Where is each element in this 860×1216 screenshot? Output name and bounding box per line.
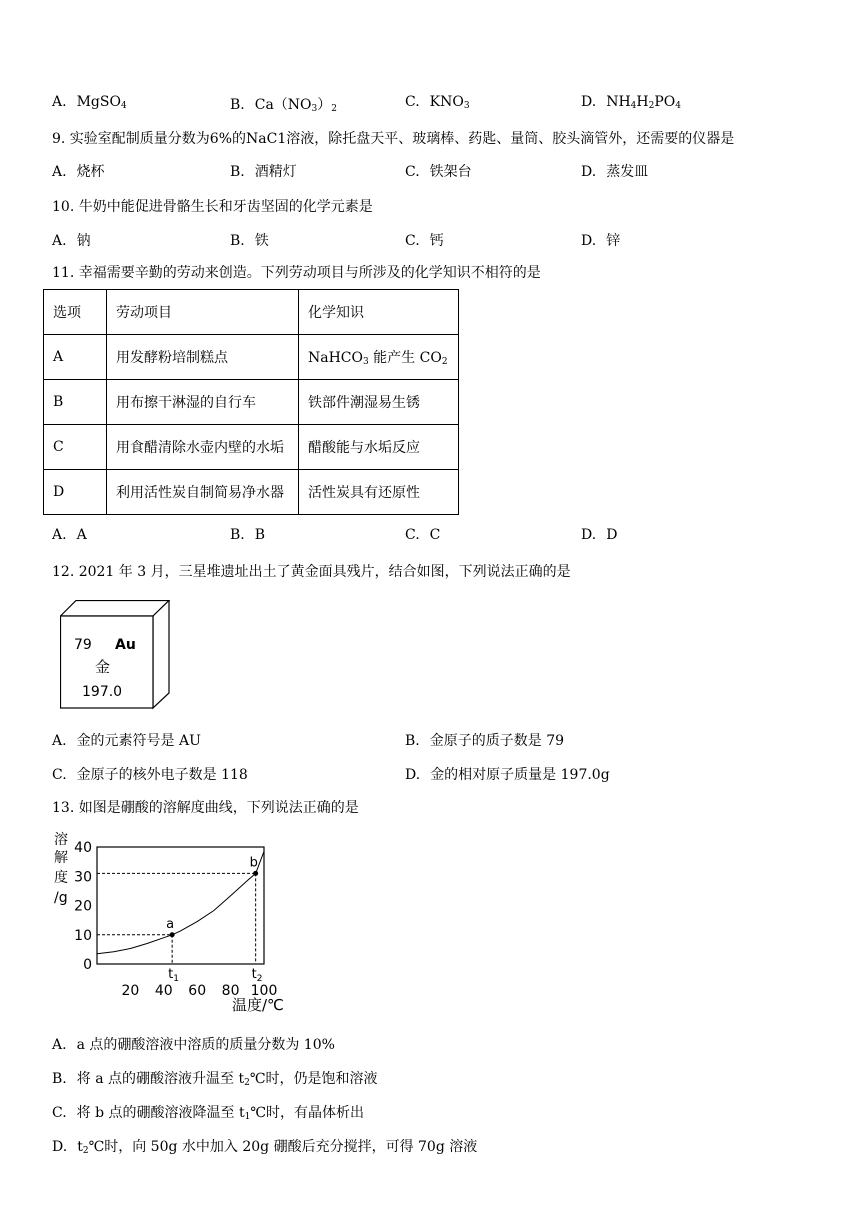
y-axis-label: 解 — [54, 850, 68, 866]
row-option: A — [44, 335, 107, 380]
q8-option-b — [230, 94, 337, 114]
element-card — [60, 600, 180, 710]
q10-stem: 10. 牛奶中能促进骨骼生长和牙齿坚固的化学元素是 — [52, 199, 373, 215]
x-tick-label: 100 — [250, 983, 278, 999]
option-text: A — [76, 527, 87, 543]
q8-option-d — [581, 94, 681, 111]
x-tick-label: 20 — [121, 983, 140, 999]
table-header-row — [44, 290, 459, 335]
q12-stem: 12. 2021 年 3 月，三星堆遗址出土了黄金面具残片，结合如图，下列说法正确的是 — [52, 564, 571, 580]
point-marker — [253, 871, 258, 876]
q8-option-c — [405, 94, 470, 111]
q10-option-c — [405, 230, 444, 250]
header-task: 劳动项目 — [107, 290, 299, 335]
option-text: 铁架台 — [429, 164, 472, 180]
option-letter: B. — [405, 733, 420, 749]
row-option: B — [44, 380, 107, 425]
option-letter: C. — [405, 94, 420, 110]
option-text: 金的相对原子质量是 197.0g — [430, 767, 610, 783]
option-text: C — [429, 527, 441, 543]
y-axis-label: 度 — [54, 870, 68, 886]
q11-option-a — [52, 527, 87, 543]
q12-option-c — [52, 764, 248, 784]
option-letter: D. — [581, 164, 597, 180]
option-text: 蒸发皿 — [606, 164, 649, 180]
row-option: D — [44, 470, 107, 515]
option-text: $NH_4H_2PO_4$ — [606, 94, 681, 111]
q11-table — [43, 289, 459, 515]
option-text: MgSO$_4$ — [76, 94, 127, 111]
q11-stem: 11. 幸福需要辛勤的劳动来创造。下列劳动项目与所涉及的化学知识不相符的是 — [52, 265, 541, 281]
option-letter: D. — [581, 233, 597, 249]
row-knowledge: 活性炭具有还原性 — [299, 470, 459, 515]
row-task: 用布擦干淋湿的自行车 — [107, 380, 299, 425]
y-tick-label: 30 — [74, 869, 92, 886]
option-letter: A. — [52, 733, 67, 749]
q11-option-b — [230, 527, 265, 543]
y-axis-label: /g — [54, 890, 68, 906]
row-option: C — [44, 425, 107, 470]
q9-stem: 9. 实验室配制质量分数为6%的NaC1溶液，除托盘天平、玻璃棒、药匙、量筒、胶头滴管外，还需要的仪器是 — [52, 131, 735, 147]
option-letter: B. — [230, 527, 245, 543]
option-text: $KNO_3$ — [429, 94, 470, 111]
option-text: 将 b 点的硼酸溶液降温至 $t_1℃$时，有晶体析出 — [76, 1105, 365, 1122]
option-letter: A. — [52, 1037, 67, 1053]
q12-option-b — [405, 730, 564, 750]
point-label: a — [166, 916, 175, 932]
row-task: 用食醋清除水壶内壁的水垢 — [107, 425, 299, 470]
option-text: 钙 — [429, 233, 444, 249]
option-text: a 点的硼酸溶液中溶质的质量分数为 10% — [76, 1037, 335, 1053]
option-text: 金原子的核外电子数是 118 — [76, 767, 248, 783]
y-axis-label: 溶 — [54, 832, 68, 848]
table-row — [44, 380, 459, 425]
option-letter: B. — [230, 97, 245, 113]
point-x-label: $t_1$ — [168, 967, 179, 984]
y-tick-label: 40 — [74, 840, 92, 856]
q13-option-d — [52, 1136, 477, 1156]
option-letter: C. — [405, 233, 420, 249]
q10-option-a — [52, 230, 91, 250]
y-tick-label: 20 — [74, 898, 92, 915]
element-number: 79 — [74, 637, 92, 653]
point-x-label: $t_2$ — [251, 967, 263, 984]
x-axis-label: 温度/℃ — [232, 996, 284, 1014]
row-task: 利用活性炭自制简易净水器 — [107, 470, 299, 515]
q13-option-a — [52, 1034, 335, 1054]
q10-option-d — [581, 230, 620, 250]
row-task: 用发酵粉培制糕点 — [107, 335, 299, 380]
q9-option-b — [230, 161, 297, 181]
x-tick-label: 60 — [188, 983, 207, 999]
option-text: 铁 — [254, 233, 269, 249]
element-mass: 197.0 — [82, 684, 123, 700]
option-text: $Ca(NO_3)_2$ — [254, 97, 338, 114]
option-text: D — [606, 527, 618, 543]
option-text: 烧杯 — [76, 164, 105, 180]
q8-option-a — [52, 94, 127, 111]
option-letter: A. — [52, 233, 67, 249]
option-letter: D. — [581, 94, 597, 110]
point-marker — [170, 932, 175, 937]
solubility-chart — [52, 830, 292, 1015]
option-text: B — [254, 527, 266, 543]
q13-option-b — [52, 1068, 377, 1088]
table-row — [44, 335, 459, 380]
option-letter: C. — [52, 767, 67, 783]
option-letter: D. — [52, 1139, 68, 1155]
row-knowledge: NaHCO$_3$ 能产生 $CO_2$ — [299, 335, 459, 380]
q13-option-c — [52, 1102, 364, 1122]
option-text: 将 a 点的硼酸溶液升温至 $t_2℃$时，仍是饱和溶液 — [76, 1071, 378, 1088]
option-text: $t_2℃$时，向 50g 水中加入 20g 硼酸后充分搅拌，可得 70g 溶液 — [77, 1139, 478, 1156]
option-letter: B. — [52, 1071, 67, 1087]
element-symbol: Au — [115, 637, 136, 653]
header-knowledge: 化学知识 — [299, 290, 459, 335]
option-text: 金原子的质子数是 79 — [429, 733, 565, 749]
y-tick-label: 0 — [83, 957, 92, 973]
option-letter: D. — [581, 527, 597, 543]
option-letter: C. — [405, 164, 420, 180]
q12-option-a — [52, 730, 201, 750]
element-name: 金 — [95, 658, 111, 676]
x-tick-label: 80 — [221, 983, 240, 999]
row-knowledge: 铁部件潮湿易生锈 — [299, 380, 459, 425]
option-letter: C. — [52, 1105, 67, 1121]
q11-option-c — [405, 527, 440, 543]
option-text: 酒精灯 — [254, 164, 297, 180]
plot-frame — [97, 847, 264, 964]
option-letter: D. — [405, 767, 421, 783]
option-letter: C. — [405, 527, 420, 543]
table-row — [44, 425, 459, 470]
solubility-curve — [97, 851, 264, 953]
q10-option-b — [230, 230, 269, 250]
point-label: b — [249, 855, 258, 871]
option-letter: B. — [230, 233, 245, 249]
option-text: 金的元素符号是 AU — [76, 733, 201, 749]
option-letter: B. — [230, 164, 245, 180]
q9-option-d — [581, 161, 648, 181]
option-letter: A. — [52, 527, 67, 543]
table-row — [44, 470, 459, 515]
q13-stem: 13. 如图是硼酸的溶解度曲线，下列说法正确的是 — [52, 800, 359, 816]
y-tick-label: 10 — [74, 927, 92, 944]
q9-option-a — [52, 161, 105, 181]
option-text: 锌 — [606, 233, 621, 249]
q12-option-d — [405, 764, 610, 784]
option-text: 钠 — [76, 233, 91, 249]
q9-option-c — [405, 161, 472, 181]
row-knowledge: 醋酸能与水垢反应 — [299, 425, 459, 470]
x-tick-label: 40 — [154, 983, 173, 999]
q11-option-d — [581, 527, 617, 543]
option-letter: A. — [52, 164, 67, 180]
header-option: 选项 — [44, 290, 107, 335]
option-letter: A. — [52, 94, 67, 110]
